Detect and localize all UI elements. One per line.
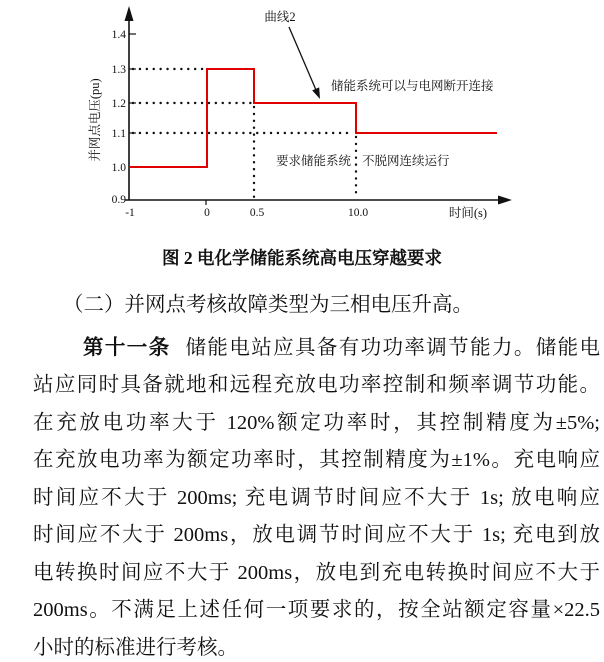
article-11-first-line (33, 330, 600, 368)
y-tick-label-1.3: 1.3 (111, 64, 126, 76)
x-axis-title: 时间(s) (448, 206, 488, 220)
body-line-5: 时间应不大于 200ms，放电调节时间应不大于 1s; 充电到放 (33, 524, 600, 546)
curve2-arrowhead (312, 87, 320, 99)
annotation-disconnect: 储能系统可以与电网断开连接 (331, 79, 494, 93)
body-line-6: 电转换时间应不大于 200ms，放电到充电转换时间应不大于 (33, 561, 600, 584)
x-tick-label--1: -1 (125, 207, 135, 219)
curve2-arrow-line (289, 27, 316, 90)
figure-caption: 图 2 电化学储能系统高电压穿越要求 (162, 248, 442, 268)
clause-2-line: （二）并网点考核故障类型为三相电压升高。 (63, 294, 473, 316)
body-line-7: 200ms。不满足上述任何一项要求的，按全站额定容量×22.5 (33, 599, 600, 621)
y-tick-label-1.4: 1.4 (111, 29, 126, 41)
annotation-stay-right: 不脱网连续运行 (362, 154, 450, 168)
body-line-1: 站应同时具备就地和远程充放电功率控制和频率调节功能。 (33, 374, 600, 396)
body-line-3: 在充放电功率为额定功率时，其控制精度为±1%。充电响应 (33, 449, 600, 471)
hvrt-chart-svg (0, 0, 604, 232)
y-tick-label-1.2: 1.2 (111, 98, 126, 110)
annotation-stay-left: 要求储能系统 (275, 154, 351, 168)
y-axis-title: 并网点电压(pu) (88, 78, 102, 162)
x-tick-label-10.0: 10.0 (347, 207, 369, 219)
article-11-first-line-text: 储能电站应具备有功功率调节能力。储能电 (185, 336, 601, 359)
y-tick-label-1.1: 1.1 (111, 128, 126, 140)
body-text (33, 287, 600, 662)
body-line-8: 小时的标准进行考核。 (33, 636, 238, 659)
body-line-2: 在充放电功率大于 120%额定功率时，其控制精度为±5%; (33, 411, 600, 434)
y-axis-arrowhead (125, 6, 134, 21)
y-tick-label-0.9: 0.9 (111, 194, 126, 206)
x-axis-arrowhead (498, 196, 512, 205)
x-tick-label-0.5: 0.5 (249, 207, 265, 219)
figure-hvrt-chart (0, 0, 604, 232)
y-tick-label-1.0: 1.0 (111, 162, 126, 174)
body-line-4: 时间应不大于 200ms; 充电调节时间应不大于 1s; 放电响应 (33, 486, 600, 509)
curve2-label: 曲线2 (264, 10, 296, 24)
x-tick-label-0: 0 (204, 207, 210, 219)
article-11-number: 第十一条 (83, 336, 171, 359)
